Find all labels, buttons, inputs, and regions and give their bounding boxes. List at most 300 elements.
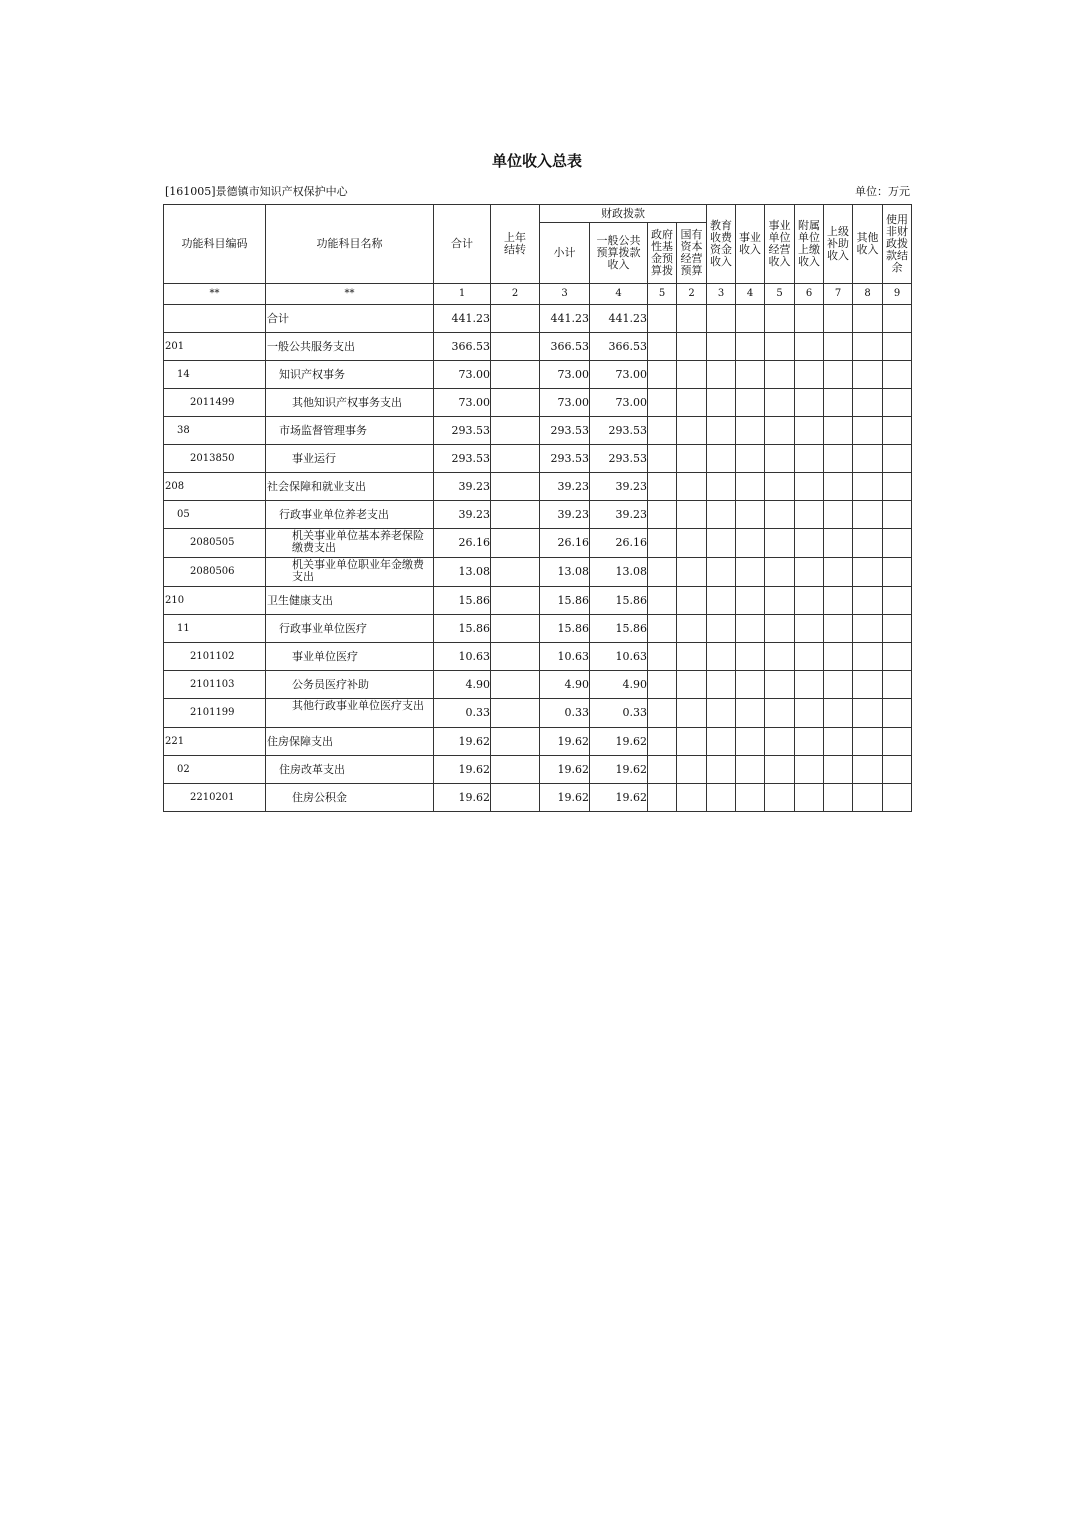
empty-cell [824, 558, 853, 587]
empty-cell [853, 473, 883, 501]
table-row [164, 615, 912, 643]
general-budget-cell: 4.90 [590, 671, 648, 699]
empty-cell [795, 784, 824, 812]
subtotal-cell: 73.00 [540, 361, 590, 389]
empty-cell [677, 615, 707, 643]
empty-cell [824, 615, 853, 643]
empty-cell [677, 333, 707, 361]
code-cell: 2101103 [164, 671, 266, 699]
total-cell: 26.16 [434, 529, 491, 558]
code-cell: 2101102 [164, 643, 266, 671]
general-budget-cell: 19.62 [590, 756, 648, 784]
empty-cell [707, 558, 736, 587]
name-cell: 行政事业单位养老支出 [266, 501, 434, 529]
carryover-cell [491, 699, 540, 728]
empty-cell [853, 671, 883, 699]
carryover-cell [491, 417, 540, 445]
empty-cell [648, 417, 677, 445]
empty-cell [853, 361, 883, 389]
empty-cell [707, 699, 736, 728]
header-affiliated-income: 附属单位上缴收入 [795, 205, 824, 284]
empty-cell [795, 305, 824, 333]
empty-cell [707, 501, 736, 529]
empty-cell [883, 615, 912, 643]
empty-cell [824, 389, 853, 417]
empty-cell [707, 784, 736, 812]
empty-cell [677, 389, 707, 417]
empty-cell [765, 305, 795, 333]
empty-cell [677, 558, 707, 587]
table-row [164, 389, 912, 417]
column-index-cell: 4 [736, 284, 765, 305]
carryover-cell [491, 473, 540, 501]
table-row [164, 699, 912, 728]
carryover-cell [491, 529, 540, 558]
empty-cell [765, 784, 795, 812]
name-cell: 机关事业单位职业年金缴费支出 [266, 558, 434, 587]
page-title: 单位收入总表 [491, 152, 582, 170]
empty-cell [736, 333, 765, 361]
empty-cell [707, 417, 736, 445]
name-cell: 公务员医疗补助 [266, 671, 434, 699]
total-cell: 19.62 [434, 784, 491, 812]
empty-cell [795, 473, 824, 501]
name-cell: 事业运行 [266, 445, 434, 473]
empty-cell [765, 671, 795, 699]
code-cell: 2011499 [164, 389, 266, 417]
empty-cell [707, 671, 736, 699]
general-budget-cell: 441.23 [590, 305, 648, 333]
empty-cell [795, 529, 824, 558]
empty-cell [736, 615, 765, 643]
general-budget-cell: 13.08 [590, 558, 648, 587]
carryover-cell [491, 501, 540, 529]
empty-cell [765, 728, 795, 756]
empty-cell [853, 529, 883, 558]
empty-cell [883, 756, 912, 784]
total-cell: 13.08 [434, 558, 491, 587]
subtotal-cell: 293.53 [540, 417, 590, 445]
empty-cell [648, 756, 677, 784]
name-cell: 事业单位医疗 [266, 643, 434, 671]
empty-cell [707, 361, 736, 389]
empty-cell [765, 417, 795, 445]
empty-cell [765, 501, 795, 529]
subtotal-cell: 19.62 [540, 784, 590, 812]
empty-cell [765, 333, 795, 361]
empty-cell [883, 728, 912, 756]
total-cell: 19.62 [434, 728, 491, 756]
empty-cell [707, 473, 736, 501]
column-index-cell: 3 [540, 284, 590, 305]
empty-cell [648, 643, 677, 671]
empty-cell [677, 643, 707, 671]
empty-cell [648, 333, 677, 361]
empty-cell [795, 643, 824, 671]
name-cell: 住房改革支出 [266, 756, 434, 784]
empty-cell [677, 728, 707, 756]
subtotal-cell: 19.62 [540, 728, 590, 756]
empty-cell [707, 445, 736, 473]
carryover-cell [491, 643, 540, 671]
empty-cell [707, 756, 736, 784]
empty-cell [824, 333, 853, 361]
empty-cell [795, 558, 824, 587]
subtotal-cell: 4.90 [540, 671, 590, 699]
table-row [164, 305, 912, 333]
carryover-cell [491, 756, 540, 784]
total-cell: 73.00 [434, 361, 491, 389]
general-budget-cell: 366.53 [590, 333, 648, 361]
column-index-cell: 4 [590, 284, 648, 305]
empty-cell [824, 671, 853, 699]
code-cell: 38 [164, 417, 266, 445]
empty-cell [707, 587, 736, 615]
empty-cell [648, 473, 677, 501]
total-cell: 441.23 [434, 305, 491, 333]
code-cell: 05 [164, 501, 266, 529]
empty-cell [765, 558, 795, 587]
code-cell: 210 [164, 587, 266, 615]
empty-cell [736, 587, 765, 615]
empty-cell [824, 529, 853, 558]
header-gov-fund: 政府性基金预算拨 [648, 223, 677, 284]
name-cell: 住房公积金 [266, 784, 434, 812]
empty-cell [677, 445, 707, 473]
empty-cell [824, 699, 853, 728]
table-row [164, 643, 912, 671]
header-code: 功能科目编码 [164, 205, 266, 284]
empty-cell [765, 389, 795, 417]
header-superior-subsidy: 上级补助收入 [824, 205, 853, 284]
column-index-cell: 5 [648, 284, 677, 305]
column-index-cell: 6 [795, 284, 824, 305]
empty-cell [883, 529, 912, 558]
total-cell: 73.00 [434, 389, 491, 417]
empty-cell [795, 587, 824, 615]
empty-cell [853, 417, 883, 445]
subtotal-cell: 73.00 [540, 389, 590, 417]
income-summary-table [163, 204, 912, 812]
general-budget-cell: 15.86 [590, 587, 648, 615]
subtotal-cell: 441.23 [540, 305, 590, 333]
carryover-cell [491, 445, 540, 473]
subtotal-cell: 293.53 [540, 445, 590, 473]
column-index-cell: 2 [677, 284, 707, 305]
empty-cell [853, 389, 883, 417]
empty-cell [795, 417, 824, 445]
empty-cell [883, 699, 912, 728]
total-cell: 15.86 [434, 587, 491, 615]
empty-cell [883, 389, 912, 417]
empty-cell [677, 529, 707, 558]
table-row [164, 529, 912, 558]
empty-cell [765, 529, 795, 558]
empty-cell [824, 305, 853, 333]
column-index-cell: ** [164, 284, 266, 305]
empty-cell [795, 756, 824, 784]
empty-cell [765, 643, 795, 671]
name-cell: 知识产权事务 [266, 361, 434, 389]
name-cell: 其他知识产权事务支出 [266, 389, 434, 417]
empty-cell [736, 417, 765, 445]
total-cell: 19.62 [434, 756, 491, 784]
table-row [164, 756, 912, 784]
empty-cell [648, 784, 677, 812]
empty-cell [736, 445, 765, 473]
general-budget-cell: 73.00 [590, 389, 648, 417]
empty-cell [677, 501, 707, 529]
empty-cell [853, 615, 883, 643]
header-other-income: 其他收入 [853, 205, 883, 284]
empty-cell [707, 529, 736, 558]
column-index-cell: 1 [434, 284, 491, 305]
header-operating-income: 事业单位经营收入 [765, 205, 795, 284]
header-state-capital: 国有资本经营预算 [677, 223, 707, 284]
empty-cell [795, 445, 824, 473]
empty-cell [648, 615, 677, 643]
empty-cell [648, 501, 677, 529]
name-cell: 市场监督管理事务 [266, 417, 434, 445]
column-index-cell: ** [266, 284, 434, 305]
subtotal-cell: 15.86 [540, 587, 590, 615]
code-cell: 208 [164, 473, 266, 501]
empty-cell [736, 643, 765, 671]
empty-cell [853, 728, 883, 756]
empty-cell [824, 445, 853, 473]
column-index-cell: 3 [707, 284, 736, 305]
header-business-income: 事业收入 [736, 205, 765, 284]
subtotal-cell: 366.53 [540, 333, 590, 361]
empty-cell [883, 501, 912, 529]
carryover-cell [491, 615, 540, 643]
table-row [164, 473, 912, 501]
header-non-fiscal-balance: 使用非财政拨款结余 [883, 205, 912, 284]
code-cell: 2080505 [164, 529, 266, 558]
empty-cell [795, 615, 824, 643]
general-budget-cell: 293.53 [590, 417, 648, 445]
empty-cell [883, 643, 912, 671]
empty-cell [736, 529, 765, 558]
name-cell: 一般公共服务支出 [266, 333, 434, 361]
empty-cell [824, 501, 853, 529]
code-cell: 14 [164, 361, 266, 389]
empty-cell [853, 445, 883, 473]
table-row [164, 784, 912, 812]
subtotal-cell: 0.33 [540, 699, 590, 728]
empty-cell [648, 445, 677, 473]
header-general-budget: 一般公共预算拨款收入 [590, 223, 648, 284]
empty-cell [736, 558, 765, 587]
header-fiscal-group: 财政拨款 [540, 205, 707, 223]
column-index-cell: 5 [765, 284, 795, 305]
general-budget-cell: 39.23 [590, 501, 648, 529]
empty-cell [677, 699, 707, 728]
total-cell: 4.90 [434, 671, 491, 699]
empty-cell [824, 473, 853, 501]
code-cell: 2101199 [164, 699, 266, 728]
carryover-cell [491, 389, 540, 417]
subtotal-cell: 13.08 [540, 558, 590, 587]
header-edu-fee: 教育收费资金收入 [707, 205, 736, 284]
general-budget-cell: 15.86 [590, 615, 648, 643]
empty-cell [883, 333, 912, 361]
code-cell: 221 [164, 728, 266, 756]
empty-cell [648, 361, 677, 389]
total-cell: 10.63 [434, 643, 491, 671]
column-index-row [164, 284, 912, 305]
empty-cell [883, 671, 912, 699]
empty-cell [736, 671, 765, 699]
table-row [164, 728, 912, 756]
empty-cell [677, 587, 707, 615]
empty-cell [883, 445, 912, 473]
general-budget-cell: 26.16 [590, 529, 648, 558]
empty-cell [707, 615, 736, 643]
table-row [164, 587, 912, 615]
code-cell: 11 [164, 615, 266, 643]
empty-cell [736, 756, 765, 784]
empty-cell [883, 305, 912, 333]
empty-cell [853, 756, 883, 784]
empty-cell [853, 587, 883, 615]
empty-cell [736, 728, 765, 756]
empty-cell [707, 389, 736, 417]
empty-cell [795, 361, 824, 389]
empty-cell [648, 558, 677, 587]
name-cell: 其他行政事业单位医疗支出 [266, 699, 434, 728]
total-cell: 366.53 [434, 333, 491, 361]
empty-cell [765, 756, 795, 784]
code-cell: 2210201 [164, 784, 266, 812]
header-carryover: 上年结转 [491, 205, 540, 284]
table-row [164, 501, 912, 529]
table-row [164, 417, 912, 445]
empty-cell [707, 643, 736, 671]
general-budget-cell: 293.53 [590, 445, 648, 473]
empty-cell [677, 473, 707, 501]
subtotal-cell: 26.16 [540, 529, 590, 558]
empty-cell [648, 699, 677, 728]
empty-cell [824, 417, 853, 445]
empty-cell [648, 389, 677, 417]
empty-cell [765, 615, 795, 643]
empty-cell [824, 756, 853, 784]
name-cell: 合计 [266, 305, 434, 333]
table-row [164, 361, 912, 389]
empty-cell [677, 671, 707, 699]
code-cell: 2080506 [164, 558, 266, 587]
empty-cell [648, 529, 677, 558]
empty-cell [677, 417, 707, 445]
carryover-cell [491, 587, 540, 615]
table-row [164, 333, 912, 361]
column-index-cell: 8 [853, 284, 883, 305]
column-index-cell: 9 [883, 284, 912, 305]
code-cell: 201 [164, 333, 266, 361]
unit-label: 单位：万元 [855, 185, 910, 198]
empty-cell [795, 389, 824, 417]
empty-cell [795, 333, 824, 361]
empty-cell [853, 333, 883, 361]
empty-cell [853, 643, 883, 671]
carryover-cell [491, 784, 540, 812]
empty-cell [883, 473, 912, 501]
empty-cell [677, 305, 707, 333]
empty-cell [736, 305, 765, 333]
general-budget-cell: 73.00 [590, 361, 648, 389]
code-cell: 2013850 [164, 445, 266, 473]
total-cell: 39.23 [434, 473, 491, 501]
empty-cell [883, 587, 912, 615]
carryover-cell [491, 558, 540, 587]
empty-cell [883, 417, 912, 445]
empty-cell [853, 305, 883, 333]
table-row [164, 445, 912, 473]
empty-cell [736, 501, 765, 529]
empty-cell [824, 587, 853, 615]
name-cell: 社会保障和就业支出 [266, 473, 434, 501]
empty-cell [795, 699, 824, 728]
total-cell: 293.53 [434, 417, 491, 445]
empty-cell [648, 671, 677, 699]
total-cell: 39.23 [434, 501, 491, 529]
empty-cell [765, 699, 795, 728]
name-cell: 住房保障支出 [266, 728, 434, 756]
empty-cell [648, 587, 677, 615]
name-cell: 行政事业单位医疗 [266, 615, 434, 643]
empty-cell [707, 728, 736, 756]
column-index-cell: 7 [824, 284, 853, 305]
name-cell: 机关事业单位基本养老保险缴费支出 [266, 529, 434, 558]
table-body [164, 305, 912, 812]
empty-cell [707, 305, 736, 333]
empty-cell [824, 361, 853, 389]
empty-cell [648, 728, 677, 756]
empty-cell [677, 756, 707, 784]
empty-cell [736, 784, 765, 812]
general-budget-cell: 19.62 [590, 728, 648, 756]
carryover-cell [491, 361, 540, 389]
column-index-cell: 2 [491, 284, 540, 305]
total-cell: 15.86 [434, 615, 491, 643]
empty-cell [648, 305, 677, 333]
empty-cell [736, 473, 765, 501]
empty-cell [853, 699, 883, 728]
total-cell: 0.33 [434, 699, 491, 728]
general-budget-cell: 39.23 [590, 473, 648, 501]
name-cell: 卫生健康支出 [266, 587, 434, 615]
empty-cell [795, 728, 824, 756]
empty-cell [824, 728, 853, 756]
empty-cell [677, 361, 707, 389]
subtotal-cell: 39.23 [540, 473, 590, 501]
carryover-cell [491, 305, 540, 333]
empty-cell [765, 361, 795, 389]
empty-cell [883, 361, 912, 389]
empty-cell [765, 445, 795, 473]
empty-cell [736, 389, 765, 417]
total-cell: 293.53 [434, 445, 491, 473]
empty-cell [765, 587, 795, 615]
code-cell: 02 [164, 756, 266, 784]
general-budget-cell: 0.33 [590, 699, 648, 728]
carryover-cell [491, 728, 540, 756]
subtotal-cell: 39.23 [540, 501, 590, 529]
empty-cell [853, 501, 883, 529]
empty-cell [765, 473, 795, 501]
empty-cell [795, 671, 824, 699]
